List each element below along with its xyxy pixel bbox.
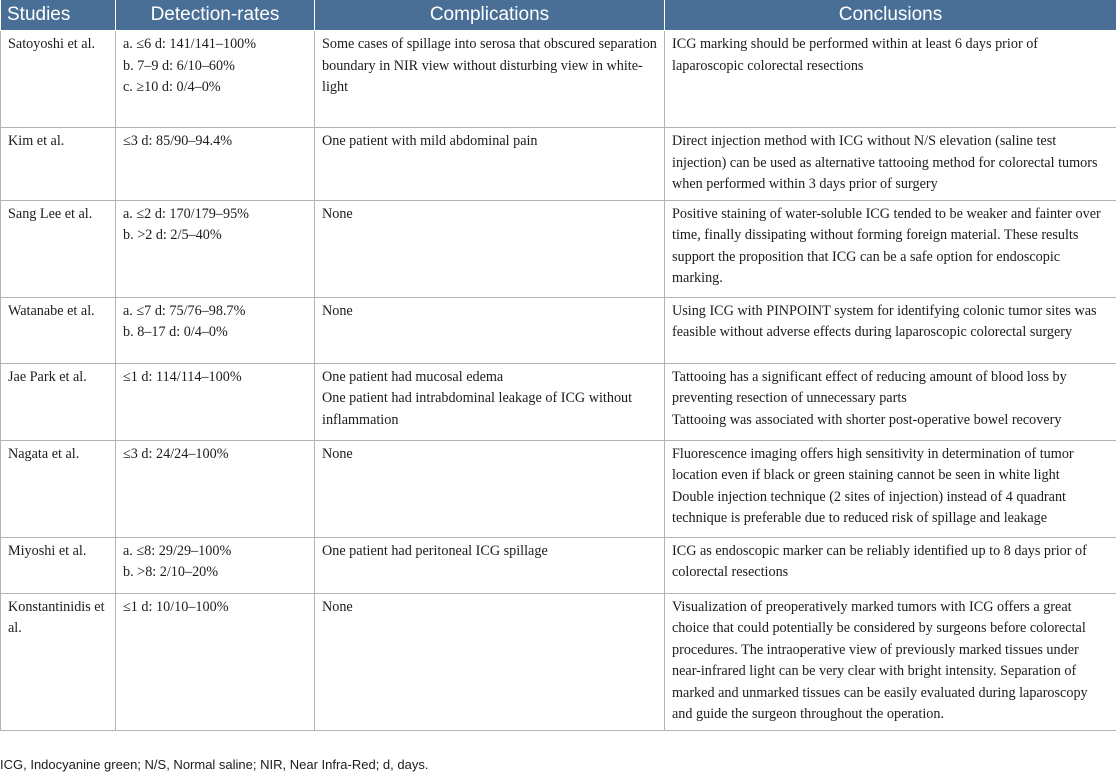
cell-complications-line: None [322, 598, 353, 615]
cell-conclusions-line: Fluorescence imaging offers high sensitivity in determination of tumor location even if black or green staining cannot be seen in white light [672, 445, 1074, 483]
cell-complications [315, 128, 665, 201]
cell-study: Miyoshi et al. [1, 537, 116, 593]
cell-detection-rate [116, 593, 315, 730]
cell-conclusions-line: Visualization of preoperatively marked tumors with ICG offers a great choice that could potentially be considered by surgeons before colorectal procedures. The intraoperative view of previously marked tissues under near-infrared light can be very clear with bright intensity. Separation of marked and unmarked tissues can be easily evaluated during laparoscopy and guide the surgeon throughout the operation. [672, 598, 1088, 722]
cell-complications [315, 297, 665, 363]
cell-detection-rate-line: ≤3 d: 24/24–100% [123, 445, 229, 462]
cell-detection-rate-line: ≤1 d: 114/114–100% [123, 368, 242, 385]
cell-conclusions-line: Double injection technique (2 sites of injection) instead of 4 quadrant technique is preferable due to reduced risk of spillage and leakage [672, 488, 1066, 526]
cell-complications-line: None [322, 302, 353, 319]
cell-conclusions [665, 31, 1116, 128]
header-row [1, 0, 1116, 31]
cell-study: Jae Park et al. [1, 363, 116, 440]
cell-detection-rate-line: ≤3 d: 85/90–94.4% [123, 133, 233, 149]
cell-detection-rate [116, 297, 315, 363]
table-body [1, 31, 1116, 731]
cell-detection-rate [116, 200, 315, 297]
cell-conclusions [665, 297, 1116, 363]
cell-conclusions [665, 200, 1116, 297]
cell-study: Satoyoshi et al. [1, 31, 116, 128]
cell-detection-rate-line: a. ≤7 d: 75/76–98.7% [123, 302, 246, 319]
cell-conclusions-line: Tattooing has a significant effect of reducing amount of blood loss by preventing resection of unnecessary parts [672, 368, 1067, 406]
cell-detection-rate-line: a. ≤6 d: 141/141–100% [123, 36, 257, 52]
cell-conclusions [665, 537, 1116, 593]
table-row [1, 593, 1116, 730]
cell-conclusions [665, 440, 1116, 537]
cell-detection-rate-line: b. >8: 2/10–20% [123, 564, 219, 580]
cell-study: Watanabe et al. [1, 297, 116, 363]
cell-detection-rate-line: b. 7–9 d: 6/10–60% [123, 57, 235, 74]
table-row [1, 537, 1116, 593]
cell-study: Konstantinidis et al. [1, 593, 116, 730]
cell-detection-rate-line: b. >2 d: 2/5–40% [123, 227, 222, 243]
cell-detection-rate [116, 363, 315, 440]
cell-complications-line: Some cases of spillage into serosa that obscured separation boundary in NIR view without disturbing view in white-light [322, 36, 657, 95]
cell-conclusions-line: Tattooing was associated with shorter post-operative bowel recovery [672, 411, 1062, 428]
cell-conclusions [665, 128, 1116, 201]
header-detection-rates: Detection-rates [116, 0, 315, 31]
cell-conclusions-line: Positive staining of water-soluble ICG tended to be weaker and fainter over time, finally dissipating without forming foreign material. These results support the proposition that ICG can be a safe option for endoscopic marking. [672, 205, 1101, 286]
cell-conclusions [665, 363, 1116, 440]
cell-detection-rate-line: a. ≤8: 29/29–100% [123, 542, 232, 559]
cell-study: Nagata et al. [1, 440, 116, 537]
table-row [1, 128, 1116, 201]
cell-complications [315, 200, 665, 297]
cell-complications-line: One patient had peritoneal ICG spillage [322, 542, 548, 559]
cell-conclusions-line: ICG marking should be performed within at least 6 days prior of laparoscopic colorectal resections [672, 36, 1039, 74]
table-row [1, 363, 1116, 440]
cell-conclusions-line: Direct injection method with ICG without N/S elevation (saline test injection) can be used as alternative tattooing method for colorectal tumors when performed within 3 days prior of surgery [672, 133, 1098, 192]
cell-detection-rate-line: c. ≥10 d: 0/4–0% [123, 79, 221, 95]
cell-detection-rate [116, 128, 315, 201]
cell-detection-rate-line: ≤1 d: 10/10–100% [123, 598, 229, 615]
cell-complications-line: None [322, 205, 353, 222]
cell-study: Sang Lee et al. [1, 200, 116, 297]
header-conclusions: Conclusions [665, 0, 1116, 31]
cell-conclusions [665, 593, 1116, 730]
table-row [1, 31, 1116, 128]
cell-conclusions-line: Using ICG with PINPOINT system for identifying colonic tumor sites was feasible without adverse effects during laparoscopic colorectal surgery [672, 302, 1097, 340]
cell-detection-rate [116, 440, 315, 537]
cell-study: Kim et al. [1, 128, 116, 201]
cell-complications [315, 537, 665, 593]
cell-complications-line: None [322, 445, 353, 462]
cell-complications [315, 440, 665, 537]
table-row [1, 440, 1116, 537]
header-complications: Complications [315, 0, 665, 31]
table-row [1, 200, 1116, 297]
cell-detection-rate-line: a. ≤2 d: 170/179–95% [123, 205, 250, 222]
cell-complications-line: One patient had intrabdominal leakage of ICG without inflammation [322, 390, 633, 428]
table-row [1, 297, 1116, 363]
cell-conclusions-line: ICG as endoscopic marker can be reliably identified up to 8 days prior of colorectal resections [672, 542, 1087, 580]
cell-detection-rate-line: b. 8–17 d: 0/4–0% [123, 324, 228, 340]
cell-complications-line: One patient with mild abdominal pain [322, 133, 538, 149]
table-footnote: ICG, Indocyanine green; N/S, Normal saline; NIR, Near Infra-Red; d, days. [0, 757, 429, 772]
cell-complications [315, 31, 665, 128]
cell-complications [315, 593, 665, 730]
header-studies: Studies [1, 0, 116, 31]
cell-detection-rate [116, 31, 315, 128]
cell-complications [315, 363, 665, 440]
cell-complications-line: One patient had mucosal edema [322, 368, 504, 385]
cell-detection-rate [116, 537, 315, 593]
